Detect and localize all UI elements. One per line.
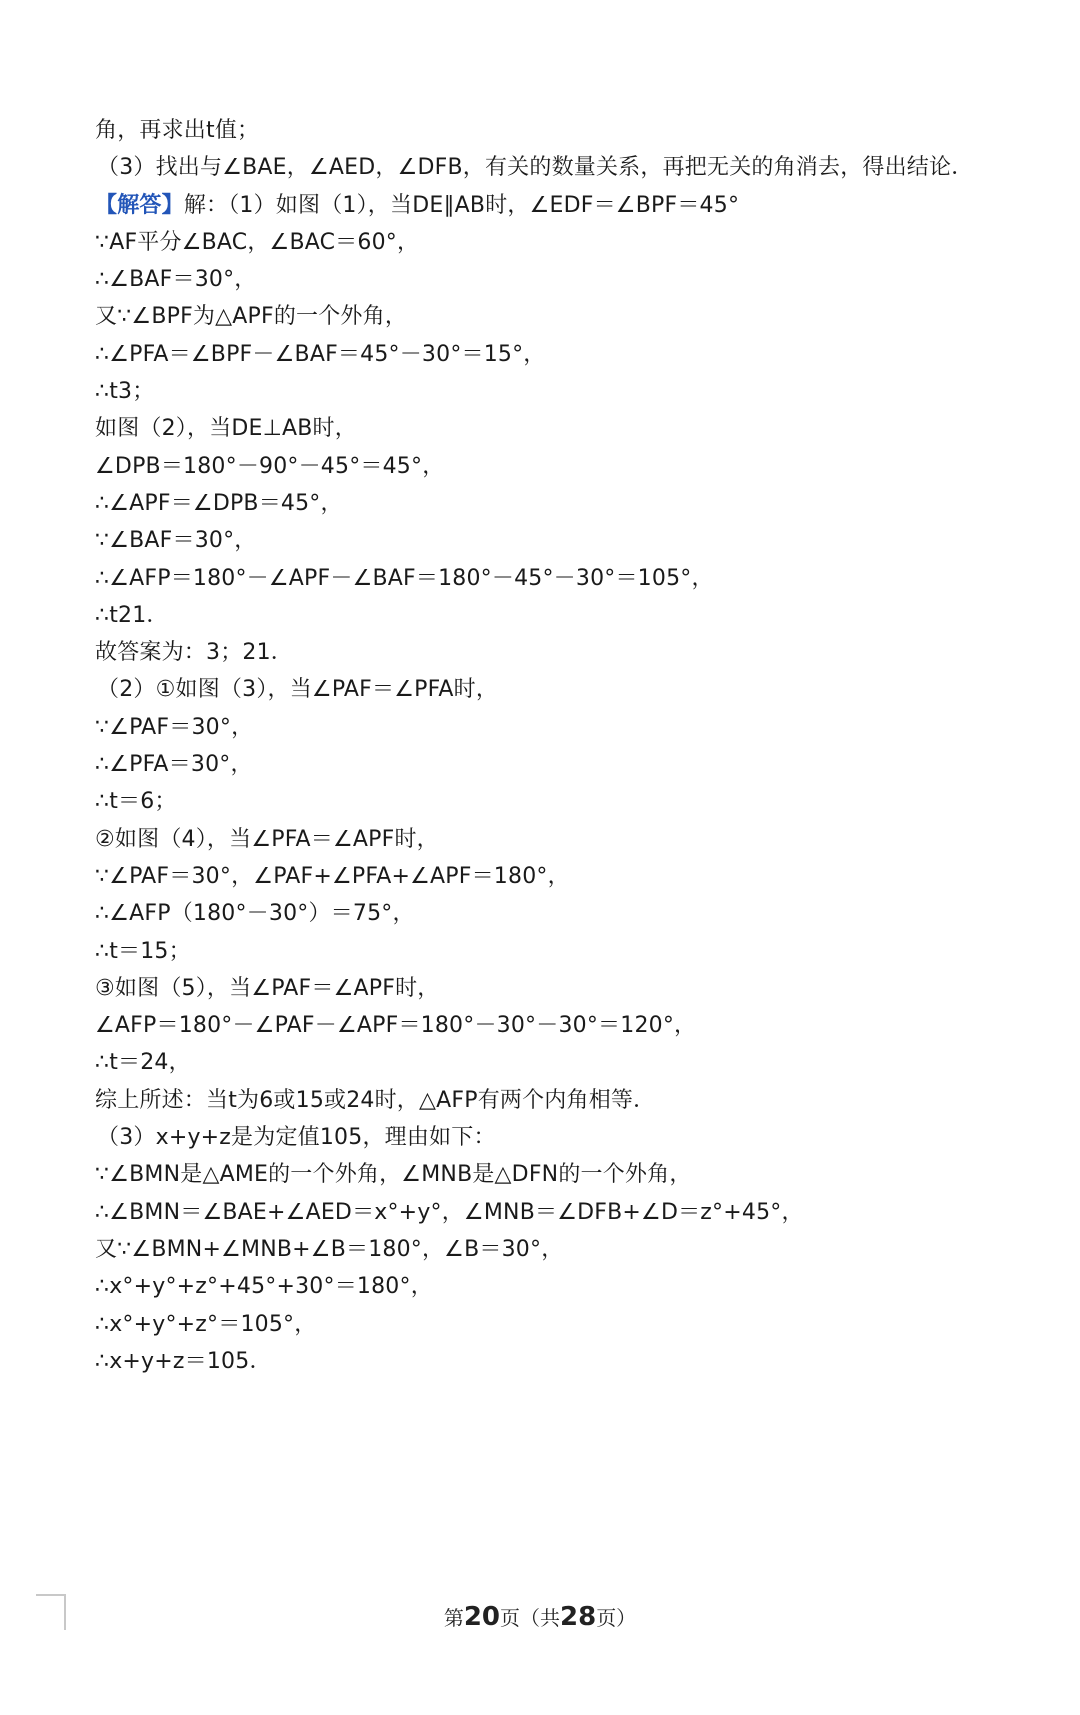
text-line: ∴∠APF＝∠DPB＝45°， [95, 490, 343, 516]
text-line: ∴∠PFA＝30°， [95, 752, 253, 778]
text-line: ∴t3； [95, 379, 155, 405]
text-line: ∴∠BAF＝30°， [95, 267, 257, 293]
text-line: ∴t＝6； [95, 789, 177, 815]
text-line: ∴t＝15； [95, 938, 191, 964]
text-line: ∵∠PAF＝30°，∠PAF+∠PFA+∠APF＝180°， [95, 863, 570, 889]
text-line [95, 187, 1055, 224]
text-line: ∠DPB＝180°－90°－45°＝45°， [95, 453, 445, 479]
text-line: （3）找出与∠BAE，∠AED，∠DFB，有关的数量关系，再把无关的角消去，得出结论． [97, 155, 974, 181]
text-line: ∴∠BMN＝∠BAE+∠AED＝x°+y°，∠MNB＝∠DFB+∠D＝z°+45°， [95, 1199, 804, 1225]
text-line: 如图（2），当DE⊥AB时， [95, 416, 357, 442]
text-line: ∴t21． [95, 602, 169, 628]
text-line-body: 解：（1）如图（1），当DE∥AB时，∠EDF＝∠BPF＝45° [183, 192, 740, 218]
text-line: 又∵∠BPF为△APF的一个外角， [95, 304, 408, 330]
text-line: ∵∠PAF＝30°， [95, 714, 254, 740]
text-line: ③如图（5），当∠PAF＝∠APF时， [95, 975, 440, 1001]
text-line: 综上所述：当t为6或15或24时，△AFP有两个内角相等． [95, 1087, 656, 1113]
text-line: ∴x+y+z＝105． [95, 1348, 272, 1374]
text-line: 又∵∠BMN+∠MNB+∠B＝180°，∠B＝30°， [95, 1236, 564, 1262]
text-line: 角，再求出t值； [95, 118, 260, 143]
text-line: ∵∠BMN是△AME的一个外角，∠MNB是△DFN的一个外角， [95, 1162, 692, 1188]
text-line: ∴x°+y°+z°+45°+30°＝180°， [95, 1274, 433, 1300]
text-line: ∴∠AFP（180°－30°）＝75°， [95, 901, 415, 927]
text-line: ∠AFP＝180°－∠PAF－∠APF＝180°－30°－30°＝120°， [95, 1013, 697, 1039]
footer-mid: 页（共 [500, 1606, 560, 1630]
footer-prefix: 第 [443, 1606, 464, 1630]
text-line: ②如图（4），当∠PFA＝∠APF时， [95, 826, 439, 852]
footer-total-pages: 28 [560, 1602, 597, 1632]
text-line: ∴∠AFP＝180°－∠APF－∠BAF＝180°－45°－30°＝105°， [95, 565, 714, 591]
text-line: （3）x+y+z是为定值105，理由如下： [97, 1125, 496, 1151]
text-line: ∴t＝24， [95, 1050, 191, 1076]
text-line: ∴∠PFA＝∠BPF－∠BAF＝45°－30°＝15°， [95, 341, 546, 367]
text-line: ∵AF平分∠BAC，∠BAC＝60°， [95, 229, 420, 255]
solution-text [95, 112, 1055, 1380]
text-line: ∴x°+y°+z°＝105°， [95, 1311, 317, 1337]
text-line: （2）①如图（3），当∠PAF＝∠PFA时， [97, 677, 499, 703]
page-footer [0, 1602, 1080, 1632]
answer-tag: 【解答】 [95, 192, 184, 218]
footer-suffix: 页） [596, 1606, 637, 1630]
text-line: ∵∠BAF＝30°， [95, 528, 257, 554]
text-line: 故答案为：3；21． [95, 640, 293, 666]
footer-page-number: 20 [463, 1602, 500, 1632]
